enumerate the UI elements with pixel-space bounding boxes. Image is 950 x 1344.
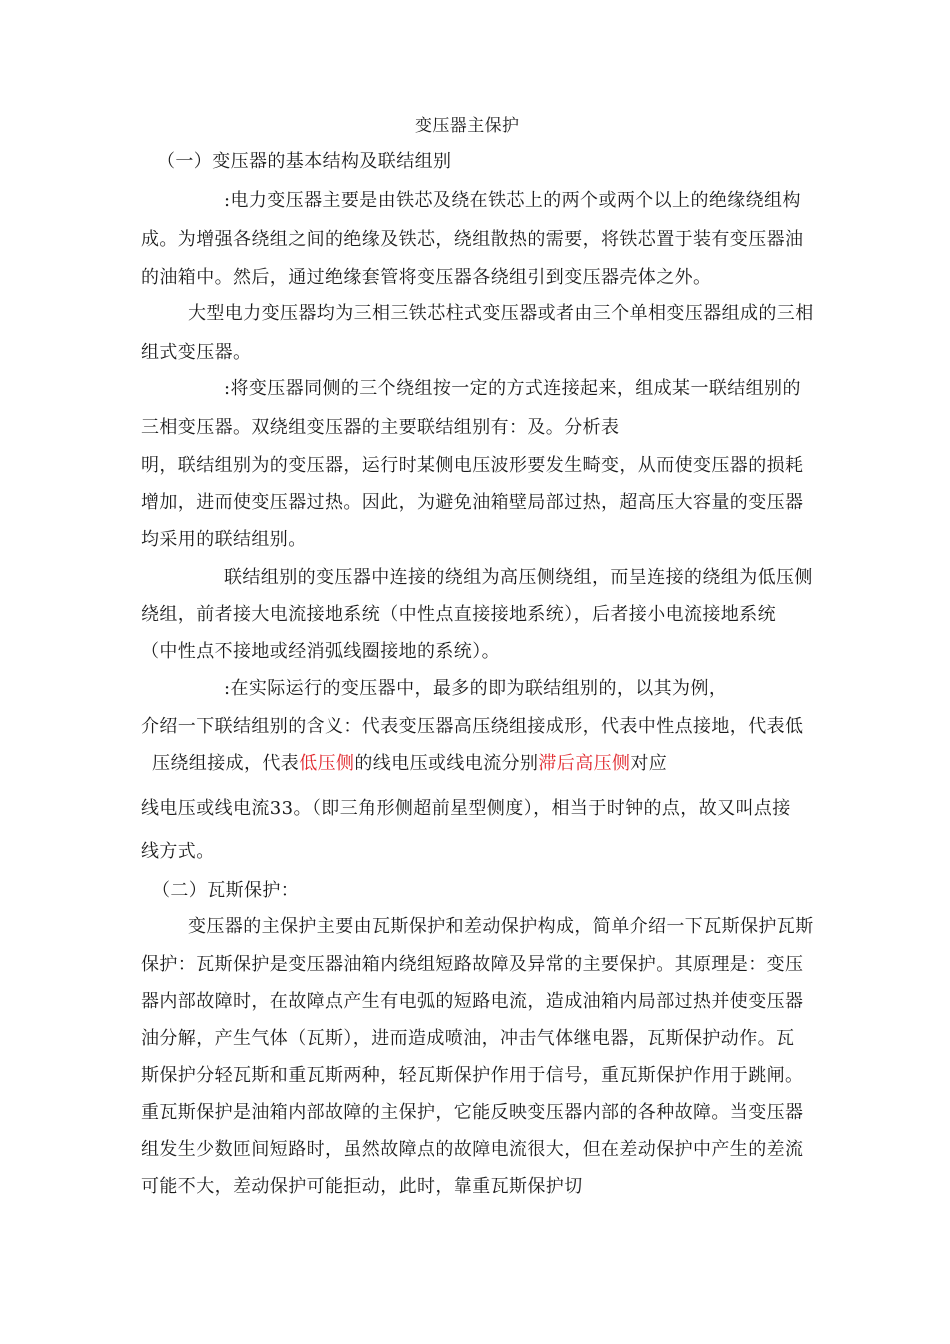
paragraph-line: :在实际运行的变压器中，最多的即为联结组别的，以其为例，: [224, 678, 728, 699]
paragraph-line: :将变压器同侧的三个绕组按一定的方式连接起来，组成某一联结组别的: [224, 378, 801, 399]
paragraph-line: 明，联结组别为的变压器，运行时某侧电压波形要发生畸变，从而使变压器的损耗: [141, 455, 804, 476]
paragraph-line: 联结组别的变压器中连接的绕组为高压侧绕组，而呈连接的绕组为低压侧: [224, 567, 813, 588]
paragraph-line: 组发生少数匝间短路时，虽然故障点的故障电流很大，但在差动保护中产生的差流: [141, 1139, 804, 1160]
paragraph-line: 的油箱中。然后，通过绝缘套管将变压器各绕组引到变压器壳体之外。: [141, 267, 712, 288]
document-title: 变压器主保护: [415, 116, 520, 136]
paragraph-line: 均采用的联结组别。: [141, 529, 307, 550]
highlight-low-voltage-side: 低压侧: [299, 753, 355, 774]
paragraph-line: 斯保护分轻瓦斯和重瓦斯两种，轻瓦斯保护作用于信号，重瓦斯保护作用于跳闸。: [141, 1065, 804, 1086]
text-run: 的线电压或线电流分别: [354, 753, 539, 774]
paragraph-line: 线方式。: [141, 841, 215, 862]
paragraph-line: 变压器的主保护主要由瓦斯保护和差动保护构成，简单介绍一下瓦斯保护瓦斯: [188, 916, 814, 937]
paragraph-line: 介绍一下联结组别的含义：代表变压器高压绕组接成形，代表中性点接地，代表低: [141, 716, 804, 737]
paragraph-line: 大型电力变压器均为三相三铁芯柱式变压器或者由三个单相变压器组成的三相: [188, 303, 814, 324]
paragraph-line: 三相变压器。双绕组变压器的主要联结组别有：及。分析表: [141, 417, 620, 438]
paragraph-line: 可能不大，差动保护可能拒动，此时，靠重瓦斯保护切: [141, 1176, 583, 1197]
section-heading: （一）变压器的基本结构及联结组别: [157, 151, 452, 172]
paragraph-line: 油分解，产生气体（瓦斯），进而造成喷油，冲击气体继电器，瓦斯保护动作。瓦: [141, 1028, 795, 1049]
paragraph-line: 保护：瓦斯保护是变压器油箱内绕组短路故障及异常的主要保护。其原理是：变压: [141, 954, 804, 975]
paragraph-line: 成。为增强各绕组之间的绝缘及铁芯，绕组散热的需要，将铁芯置于装有变压器油: [141, 229, 804, 250]
paragraph-line-highlighted: [152, 752, 667, 776]
text-run: 压绕组接成，代表: [152, 753, 300, 774]
paragraph-line: （中性点不接地或经消弧线圈接地的系统）。: [141, 641, 500, 662]
paragraph-line: :电力变压器主要是由铁芯及绕在铁芯上的两个或两个以上的绝缘绕组构: [224, 190, 801, 211]
highlight-lag-high-voltage-side: 滞后高压侧: [538, 753, 631, 774]
paragraph-line: 线电压或线电流33。（即三角形侧超前星型侧度），相当于时钟的点，故又叫点接: [141, 798, 791, 819]
paragraph-line: 增加，进而使变压器过热。因此，为避免油箱壁局部过热，超高压大容量的变压器: [141, 492, 804, 513]
paragraph-line: 组式变压器。: [141, 342, 252, 363]
section-heading: （二）瓦斯保护：: [152, 880, 300, 901]
paragraph-line: 绕组，前者接大电流接地系统（中性点直接接地系统），后者接小电流接地系统: [141, 604, 776, 625]
text-run: 对应: [630, 753, 668, 774]
paragraph-line: 器内部故障时，在故障点产生有电弧的短路电流，造成油箱内局部过热并使变压器: [141, 991, 804, 1012]
paragraph-line: 重瓦斯保护是油箱内部故障的主保护，它能反映变压器内部的各种故障。当变压器: [141, 1102, 804, 1123]
